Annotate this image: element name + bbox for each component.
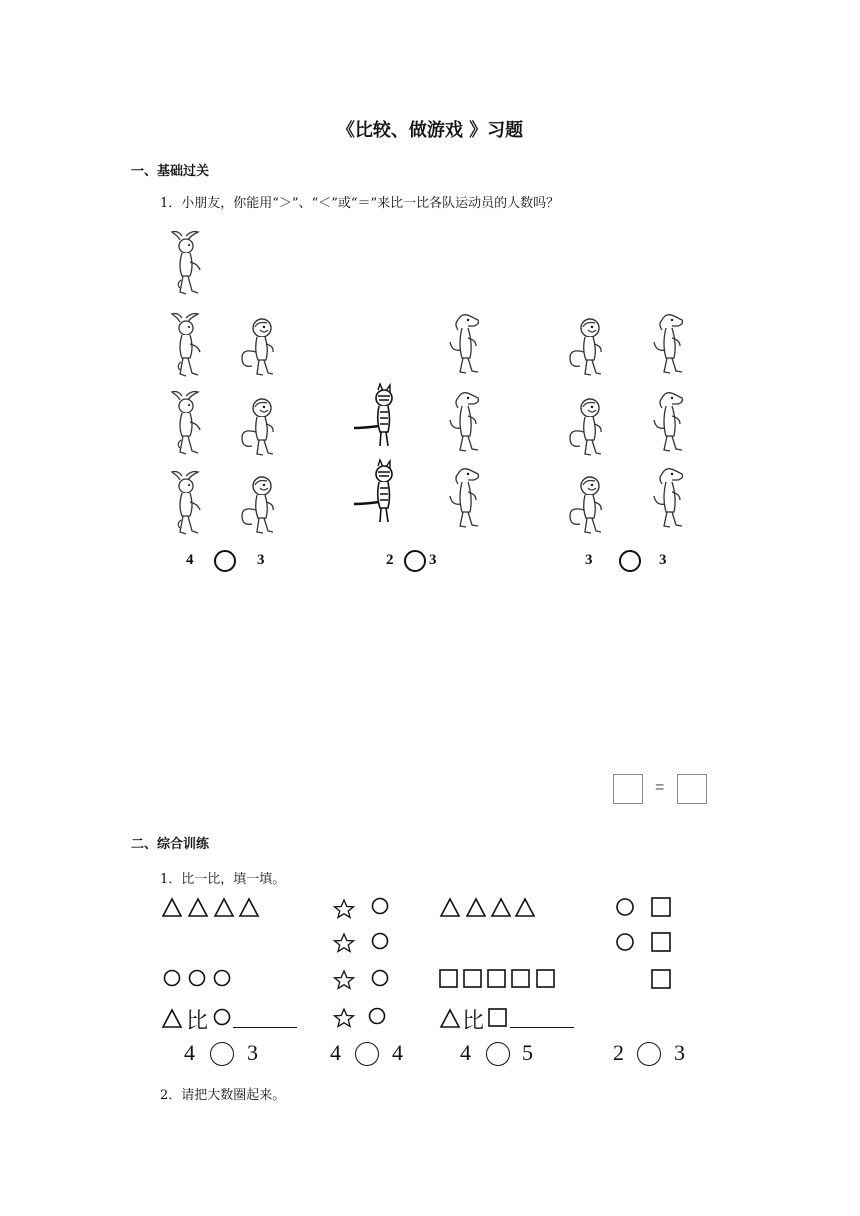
compare-1-right: 3 — [247, 1040, 258, 1065]
section-heading-2: 二、综合训练 — [131, 837, 210, 852]
compare-3-left: 4 — [460, 1040, 471, 1065]
compare-4-left: 2 — [613, 1040, 624, 1065]
group2-right-number: 3 — [429, 552, 437, 568]
compare-label-2: 比 — [462, 1009, 485, 1034]
question-2-1-text: 1．比一比，填一填。 — [160, 872, 286, 887]
group2-left-number: 2 — [386, 552, 394, 568]
compare-1-circle[interactable] — [210, 1042, 234, 1066]
compare-2-left: 4 — [330, 1040, 341, 1065]
group3-right-number: 3 — [659, 552, 667, 568]
compare-2-circle[interactable] — [355, 1042, 379, 1066]
group3-left-number: 3 — [585, 552, 593, 568]
answer-blank-2[interactable] — [510, 1027, 574, 1028]
compare-3-circle[interactable] — [486, 1042, 510, 1066]
question-1-text: 1．小朋友，你能用“＞”、“＜”或“＝”来比一比各队运动员的人数吗？ — [160, 196, 560, 211]
compare-4-right: 3 — [674, 1040, 685, 1065]
compare-4-circle[interactable] — [637, 1042, 661, 1066]
compare-label-1: 比 — [186, 1009, 209, 1034]
answer-blank-1[interactable] — [233, 1027, 297, 1028]
compare-2-right: 4 — [392, 1040, 403, 1065]
compare-3-right: 5 — [522, 1040, 533, 1065]
group1-right-number: 3 — [257, 552, 265, 568]
equals-sign: = — [655, 779, 665, 796]
section-heading-1: 一、基础过关 — [131, 164, 210, 179]
compare-1-left: 4 — [184, 1040, 195, 1065]
group1-left-number: 4 — [186, 552, 194, 568]
question-2-2-text: 2．请把大数圈起来。 — [160, 1088, 286, 1103]
page-title: 《比较、做游戏 》习题 — [336, 120, 524, 141]
